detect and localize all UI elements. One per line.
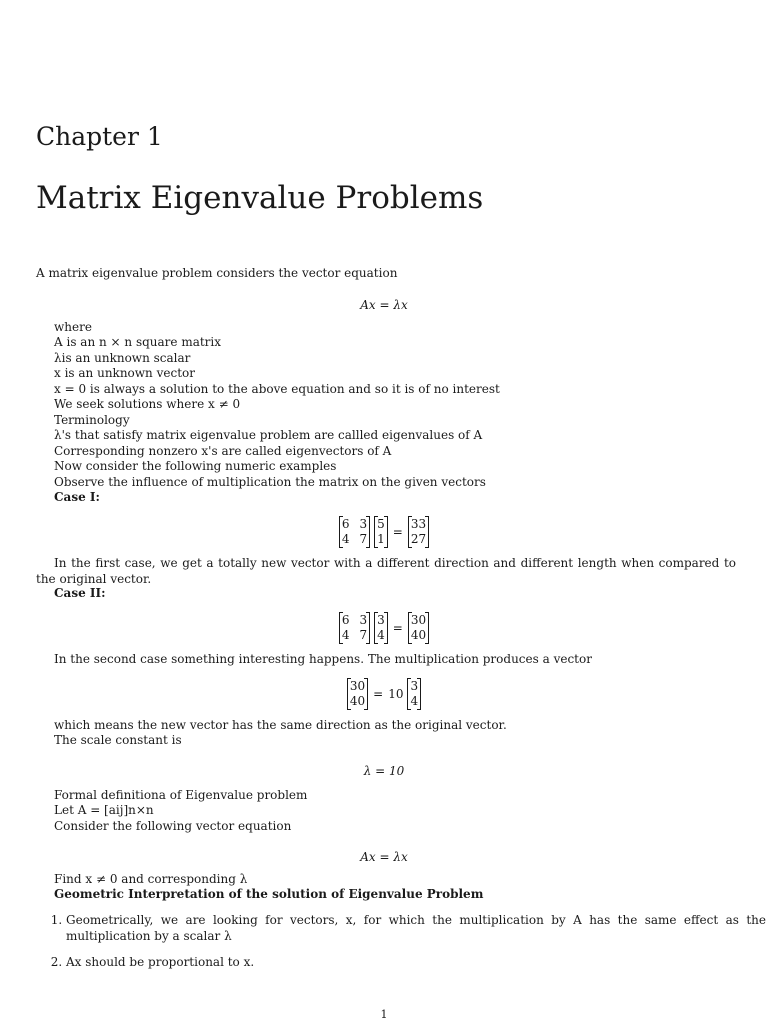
text-line: Now consider the following numeric examples — [54, 459, 337, 473]
matrix-cell: 3 — [359, 517, 368, 531]
vector-cell: 40 — [410, 628, 427, 642]
text-line: Find x ≠ 0 and corresponding λ — [54, 872, 248, 886]
page-number: 1 — [380, 1008, 388, 1021]
vector-cell: 30 — [410, 613, 427, 627]
text-line: Observe the influence of multiplication the matrix on the given vectors — [54, 475, 486, 489]
case-1-equation: 6 3 4 7 5 1 = 33 27 — [0, 516, 768, 548]
vector-cell: 27 — [410, 532, 427, 546]
numbered-list — [36, 912, 766, 980]
matrix-cell: 6 — [341, 613, 350, 627]
vector-cell: 4 — [377, 628, 385, 642]
vector-cell: 1 — [377, 532, 385, 546]
text-line: λis an unknown scalar — [54, 351, 191, 365]
list-item: 1. Geometrically, we are looking for vectors, x, for which the multiplication by A has the same effect as the multiplication by a scalar λ — [66, 912, 766, 944]
text-line: Corresponding nonzero x's are called eigenvectors of A — [54, 444, 392, 458]
text-line: where — [54, 320, 92, 334]
text-line: Let A = [aij]n×n — [54, 803, 154, 817]
result-vector — [408, 516, 429, 548]
chapter-label: Chapter 1 — [36, 122, 163, 151]
matrix-cell: 4 — [341, 532, 350, 546]
vector-cell: 3 — [410, 679, 419, 693]
result-vector — [347, 678, 368, 710]
vector-cell: 30 — [349, 679, 366, 693]
text-line: x = 0 is always a solution to the above equation and so it is of no interest — [54, 382, 500, 396]
text-line: We seek solutions where x ≠ 0 — [54, 397, 241, 411]
case-2-equation: 6 3 4 7 3 4 = 30 40 — [0, 612, 768, 644]
vector-x — [374, 516, 388, 548]
text-line: λ's that satisfy matrix eigenvalue problem are callled eigenvalues of A — [54, 428, 483, 442]
vector-cell: 3 — [377, 613, 385, 627]
vector-cell: 33 — [410, 517, 427, 531]
case-1-text: In the first case, we get a totally new vector with a different direction and different length when compared to the original vector. — [36, 556, 736, 586]
text-line: The scale constant is — [54, 733, 182, 747]
matrix-cell: 6 — [341, 517, 350, 531]
case-2-text: In the second case something interesting happens. The multiplication produces a vector — [54, 652, 592, 666]
equation-2: Ax = λx — [360, 850, 408, 864]
matrix-cell: 7 — [359, 628, 368, 642]
text-line: which means the new vector has the same direction as the original vector. — [54, 718, 507, 732]
matrix-a — [339, 612, 370, 644]
matrix-cell: 4 — [341, 628, 350, 642]
vector-cell: 40 — [349, 694, 366, 708]
vector-cell: 5 — [377, 517, 385, 531]
text-line: Consider the following vector equation — [54, 819, 292, 833]
matrix-cell: 7 — [359, 532, 368, 546]
chapter-title: Matrix Eigenvalue Problems — [36, 180, 484, 216]
text-line: A is an n × n square matrix — [54, 335, 222, 349]
equation-1: Ax = λx — [360, 298, 408, 312]
vector-x — [374, 612, 388, 644]
case-2-heading: Case II: — [54, 586, 106, 600]
scale-factor: 10 — [388, 687, 404, 701]
matrix-a — [339, 516, 370, 548]
matrix-cell: 3 — [359, 613, 368, 627]
case-1-heading: Case I: — [54, 490, 100, 504]
intro-text: A matrix eigenvalue problem considers the vector equation — [36, 266, 398, 280]
text-line: Formal definitiona of Eigenvalue problem — [54, 788, 308, 802]
result-vector — [408, 612, 429, 644]
text-line: Terminology — [54, 413, 130, 427]
vector-cell: 4 — [410, 694, 419, 708]
text-line: x is an unknown vector — [54, 366, 195, 380]
scaled-equation: 30 40 = 10 3 4 — [0, 678, 768, 710]
list-item: 2. Ax should be proportional to x. — [66, 954, 766, 970]
section-heading: Geometric Interpretation of the solution of Eigenvalue Problem — [54, 887, 484, 901]
lambda-equation: λ = 10 — [363, 764, 405, 778]
vector-x — [407, 678, 421, 710]
